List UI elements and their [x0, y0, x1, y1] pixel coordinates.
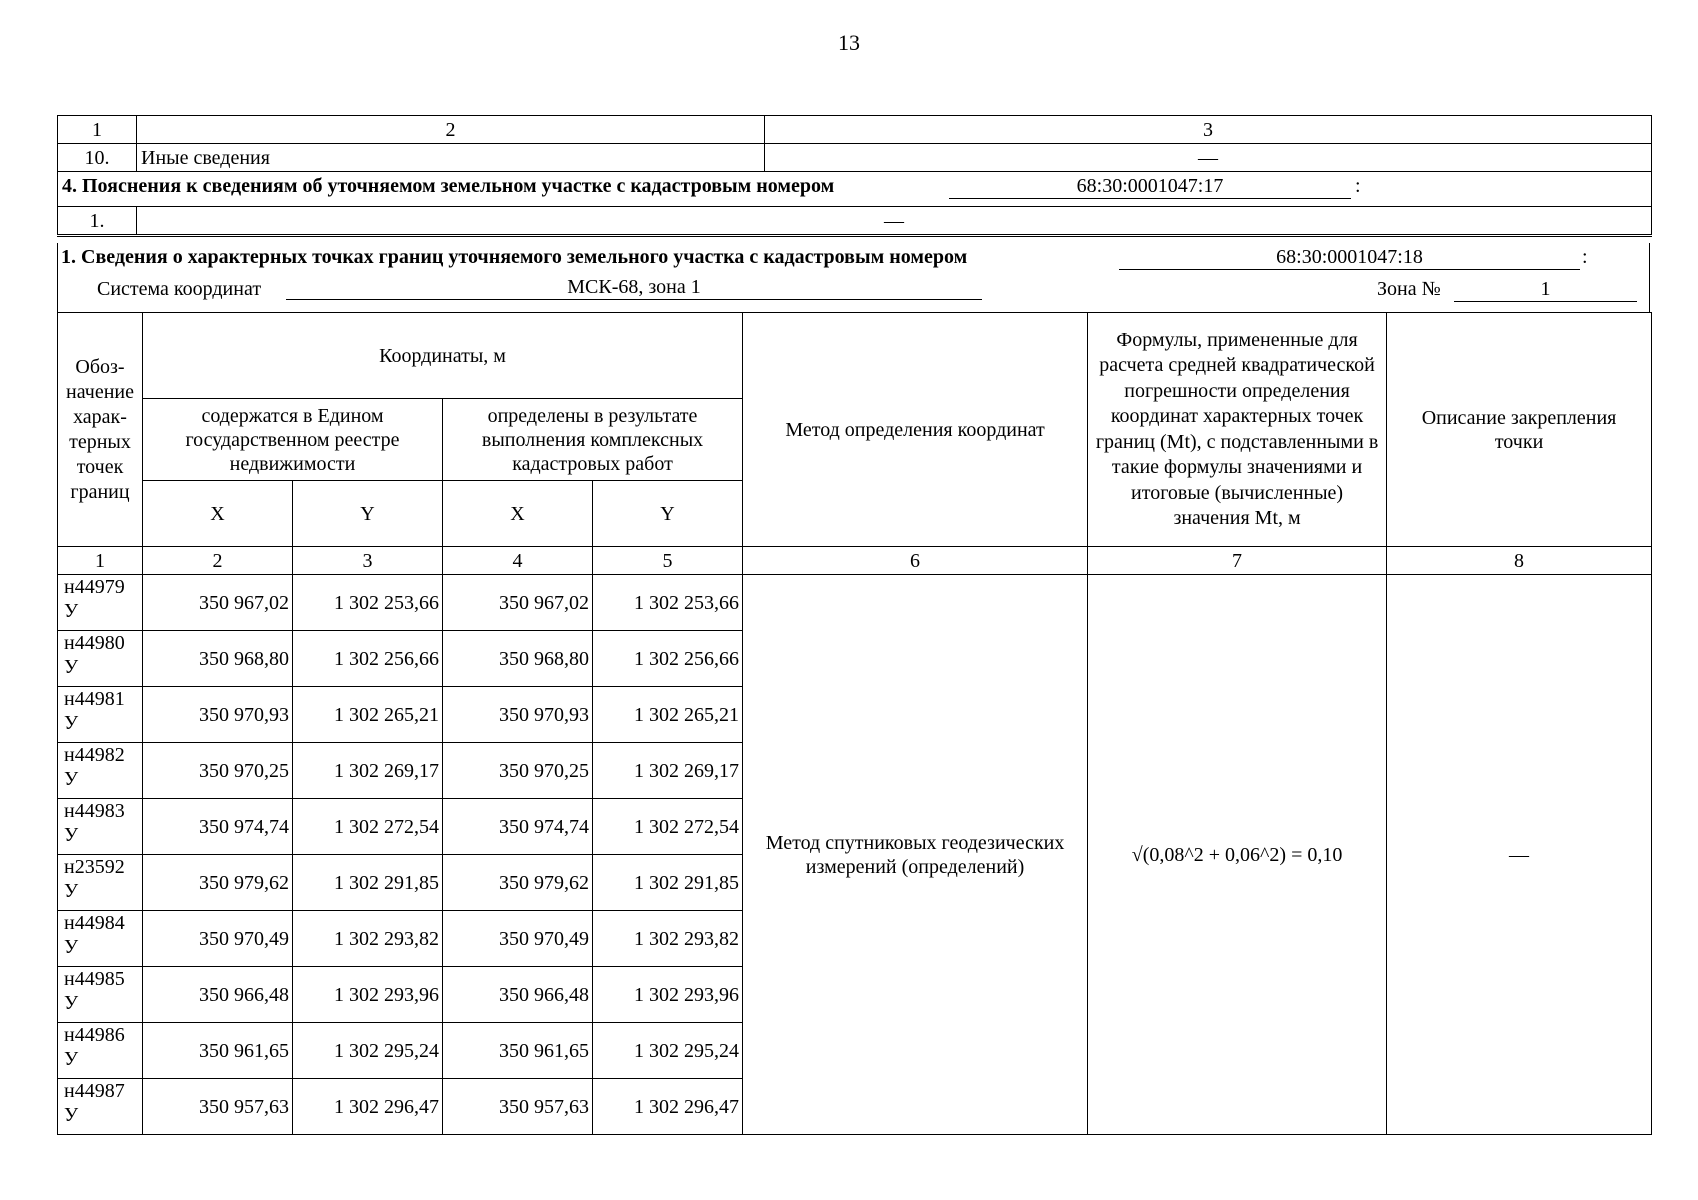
col-number: 6 — [743, 547, 1088, 575]
x-determined: 350 957,63 — [443, 1079, 593, 1135]
col-number: 7 — [1088, 547, 1387, 575]
top-table — [57, 115, 1652, 237]
method-value: Метод спутниковых геодезических измерений (определений) — [743, 575, 1088, 1135]
x-determined: 350 967,02 — [443, 575, 593, 631]
col-number: 4 — [443, 547, 593, 575]
y-egrn: 1 302 293,82 — [293, 911, 443, 967]
page-number: 13 — [838, 30, 860, 55]
section4-row — [58, 172, 1652, 207]
x-egrn: 350 974,74 — [143, 799, 293, 855]
y-determined: 1 302 253,66 — [593, 575, 743, 631]
y-egrn: 1 302 295,24 — [293, 1023, 443, 1079]
header-determined: определены в результате выполнения комплексных кадастровых работ — [443, 399, 743, 481]
col-number: 1 — [58, 547, 143, 575]
section4-cadastral: 68:30:0001047:17 — [949, 174, 1351, 199]
section4-title: 4. Пояснения к сведениям об уточняемом земельном участке с кадастровым номером — [62, 175, 835, 197]
coord-system-value: МСК-68, зона 1 — [286, 276, 982, 300]
col-number: 5 — [593, 547, 743, 575]
header-y: Y — [593, 481, 743, 547]
y-egrn: 1 302 253,66 — [293, 575, 443, 631]
section4-colon: : — [1355, 175, 1361, 197]
y-determined: 1 302 296,47 — [593, 1079, 743, 1135]
header-formula: Формулы, примененные для расчета средней квадратической погрешности определения координат характерных точек границ (Mt), с подставленными в такие формулы значениями и итоговые (вычисленные) значения Mt, м — [1088, 313, 1387, 547]
x-egrn: 350 970,25 — [143, 743, 293, 799]
points-table — [57, 312, 1652, 1135]
col-number: 3 — [765, 116, 1652, 144]
y-determined: 1 302 256,66 — [593, 631, 743, 687]
col-number: 2 — [137, 116, 765, 144]
col-number: 3 — [293, 547, 443, 575]
column-numbers-row — [58, 116, 1652, 144]
y-determined: 1 302 293,96 — [593, 967, 743, 1023]
row-label: Иные сведения — [137, 144, 765, 172]
zone-value: 1 — [1454, 278, 1637, 302]
point-id: н44983 У — [58, 799, 143, 855]
header-egrn: содержатся в Едином государственном реестре недвижимости — [143, 399, 443, 481]
row-number: 10. — [58, 144, 137, 172]
formula-value: √(0,08^2 + 0,06^2) = 0,10 — [1088, 575, 1387, 1135]
x-determined: 350 979,62 — [443, 855, 593, 911]
x-determined: 350 970,49 — [443, 911, 593, 967]
point-id: н44987 У — [58, 1079, 143, 1135]
x-egrn: 350 970,49 — [143, 911, 293, 967]
coord-system-label: Система координат — [97, 278, 262, 300]
x-egrn: 350 970,93 — [143, 687, 293, 743]
zone-label: Зона № — [1377, 278, 1441, 300]
x-determined: 350 961,65 — [443, 1023, 593, 1079]
section1-title: 1. Сведения о характерных точках границ уточняемого земельного участка с кадастровым номером — [61, 246, 968, 268]
y-egrn: 1 302 296,47 — [293, 1079, 443, 1135]
point-id: н44982 У — [58, 743, 143, 799]
x-egrn: 350 957,63 — [143, 1079, 293, 1135]
y-determined: 1 302 265,21 — [593, 687, 743, 743]
header-coordinates: Координаты, м — [143, 313, 743, 399]
row-value: — — [765, 144, 1652, 172]
y-egrn: 1 302 272,54 — [293, 799, 443, 855]
x-determined: 350 970,25 — [443, 743, 593, 799]
y-egrn: 1 302 291,85 — [293, 855, 443, 911]
header-y: Y — [293, 481, 443, 547]
y-determined: 1 302 291,85 — [593, 855, 743, 911]
header-designation: Обоз-начение харак-терных точек границ — [58, 313, 143, 547]
y-determined: 1 302 295,24 — [593, 1023, 743, 1079]
header-method: Метод определения координат — [743, 313, 1088, 547]
point-id: н44979 У — [58, 575, 143, 631]
header-x: X — [443, 481, 593, 547]
y-egrn: 1 302 269,17 — [293, 743, 443, 799]
y-egrn: 1 302 293,96 — [293, 967, 443, 1023]
header-description: Описание закрепления точки — [1387, 313, 1652, 547]
x-egrn: 350 968,80 — [143, 631, 293, 687]
col-number: 2 — [143, 547, 293, 575]
y-egrn: 1 302 265,21 — [293, 687, 443, 743]
col-number: 1 — [58, 116, 137, 144]
x-egrn: 350 961,65 — [143, 1023, 293, 1079]
col-number: 8 — [1387, 547, 1652, 575]
x-egrn: 350 966,48 — [143, 967, 293, 1023]
x-determined: 350 968,80 — [443, 631, 593, 687]
section1-header — [57, 243, 1650, 312]
x-egrn: 350 979,62 — [143, 855, 293, 911]
point-id: н44980 У — [58, 631, 143, 687]
point-id: н44984 У — [58, 911, 143, 967]
row-value: — — [137, 207, 1652, 236]
row-number: 1. — [58, 207, 137, 236]
y-determined: 1 302 269,17 — [593, 743, 743, 799]
point-id: н44985 У — [58, 967, 143, 1023]
point-id: н44981 У — [58, 687, 143, 743]
x-egrn: 350 967,02 — [143, 575, 293, 631]
point-id: н44986 У — [58, 1023, 143, 1079]
y-determined: 1 302 272,54 — [593, 799, 743, 855]
section1-colon: : — [1582, 246, 1588, 268]
section1-cadastral: 68:30:0001047:18 — [1119, 246, 1580, 270]
column-numbers-row — [58, 547, 1652, 575]
y-determined: 1 302 293,82 — [593, 911, 743, 967]
section4-item-row — [58, 207, 1652, 236]
header-x: X — [143, 481, 293, 547]
table-row — [58, 575, 1652, 631]
row-other-info — [58, 144, 1652, 172]
y-egrn: 1 302 256,66 — [293, 631, 443, 687]
x-determined: 350 970,93 — [443, 687, 593, 743]
x-determined: 350 974,74 — [443, 799, 593, 855]
x-determined: 350 966,48 — [443, 967, 593, 1023]
point-id: н23592 У — [58, 855, 143, 911]
description-value: — — [1387, 575, 1652, 1135]
